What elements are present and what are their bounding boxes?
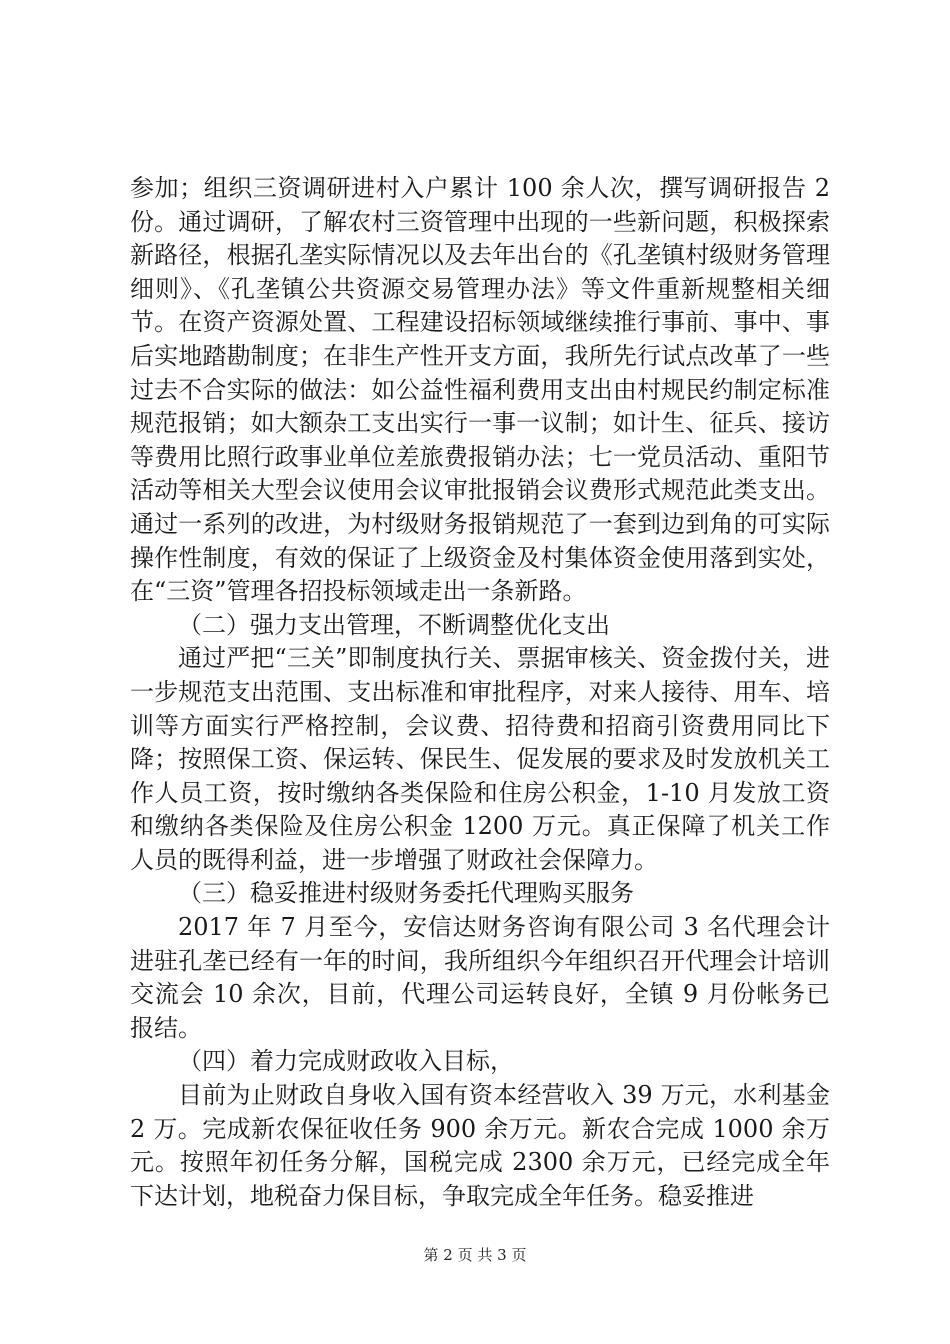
section-heading-4: （四）着力完成财政收入目标， <box>178 1047 514 1076</box>
document-body <box>130 172 830 1213</box>
section-heading-2: （二）强力支出管理，不断调整优化支出 <box>178 610 610 639</box>
paragraph-revenue: 目前为止财政自身收入国有资本经营收入 39 万元，水利基金 2 万。完成新农保征收任务 900 余万元。新农合完成 1000 余万元。按照年初任务分解，国税完成 2300 余万元，已经完成全年下达计划，地税奋力保目标，争取完成全年任务。稳妥推进 <box>130 1081 830 1210</box>
paragraph-agency: 2017 年 7 月至今，安信达财务咨询有限公司 3 名代理会计进驻孔垄已经有一年的时间，我所组织今年组织召开代理会计培训交流会 10 余次，目前，代理公司运转良好，全镇 9 月份帐务已报结。 <box>130 913 830 1042</box>
paragraph-expenditure: 通过严把“三关”即制度执行关、票据审核关、资金拨付关，进一步规范支出范围、支出标准和审批程序，对来人接待、用车、培训等方面实行严格控制，会议费、招待费和招商引资费用同比下降；按照保工资、保运转、保民生、促发展的要求及时发放机关工作人员工资，按时缴纳各类保险和住房公积金，1-10 月发放工资和缴纳各类保险及住房公积金 1200 万元。真正保障了机关工作人员的既得利益，进一步增强了财政社会保障力。 <box>130 644 830 874</box>
page-footer: 第 2 页 共 3 页 <box>423 1246 527 1264</box>
section-heading-3: （三）稳妥推进村级财务委托代理购买服务 <box>178 879 634 908</box>
paragraph-continued: 参加；组织三资调研进村入户累计 100 余人次，撰写调研报告 2 份。通过调研，了解农村三资管理中出现的一些新问题，积极探索新路径，根据孔垄实际情况以及去年出台的《孔垄镇村级财务管理细则》、《孔垄镇公共资源交易管理办法》等文件重新规整相关细节。在资产资源处置、工程建设招标领域继续推行事前、事中、事后实地踏勘制度；在非生产性开支方面，我所先行试点改革了一些过去不合实际的做法：如公益性福利费用支出由村规民约制定标准规范报销；如大额杂工支出实行一事一议制；如计生、征兵、接访等费用比照行政事业单位差旅费报销办法；七一党员活动、重阳节活动等相关大型会议使用会议审批报销会议费形式规范此类支出。通过一系列的改进，为村级财务报销规范了一套到边到角的可实际操作性制度，有效的保证了上级资金及村集体资金使用落到实处，在“三资”管理各招投标领域走出一条新路。 <box>130 174 830 606</box>
